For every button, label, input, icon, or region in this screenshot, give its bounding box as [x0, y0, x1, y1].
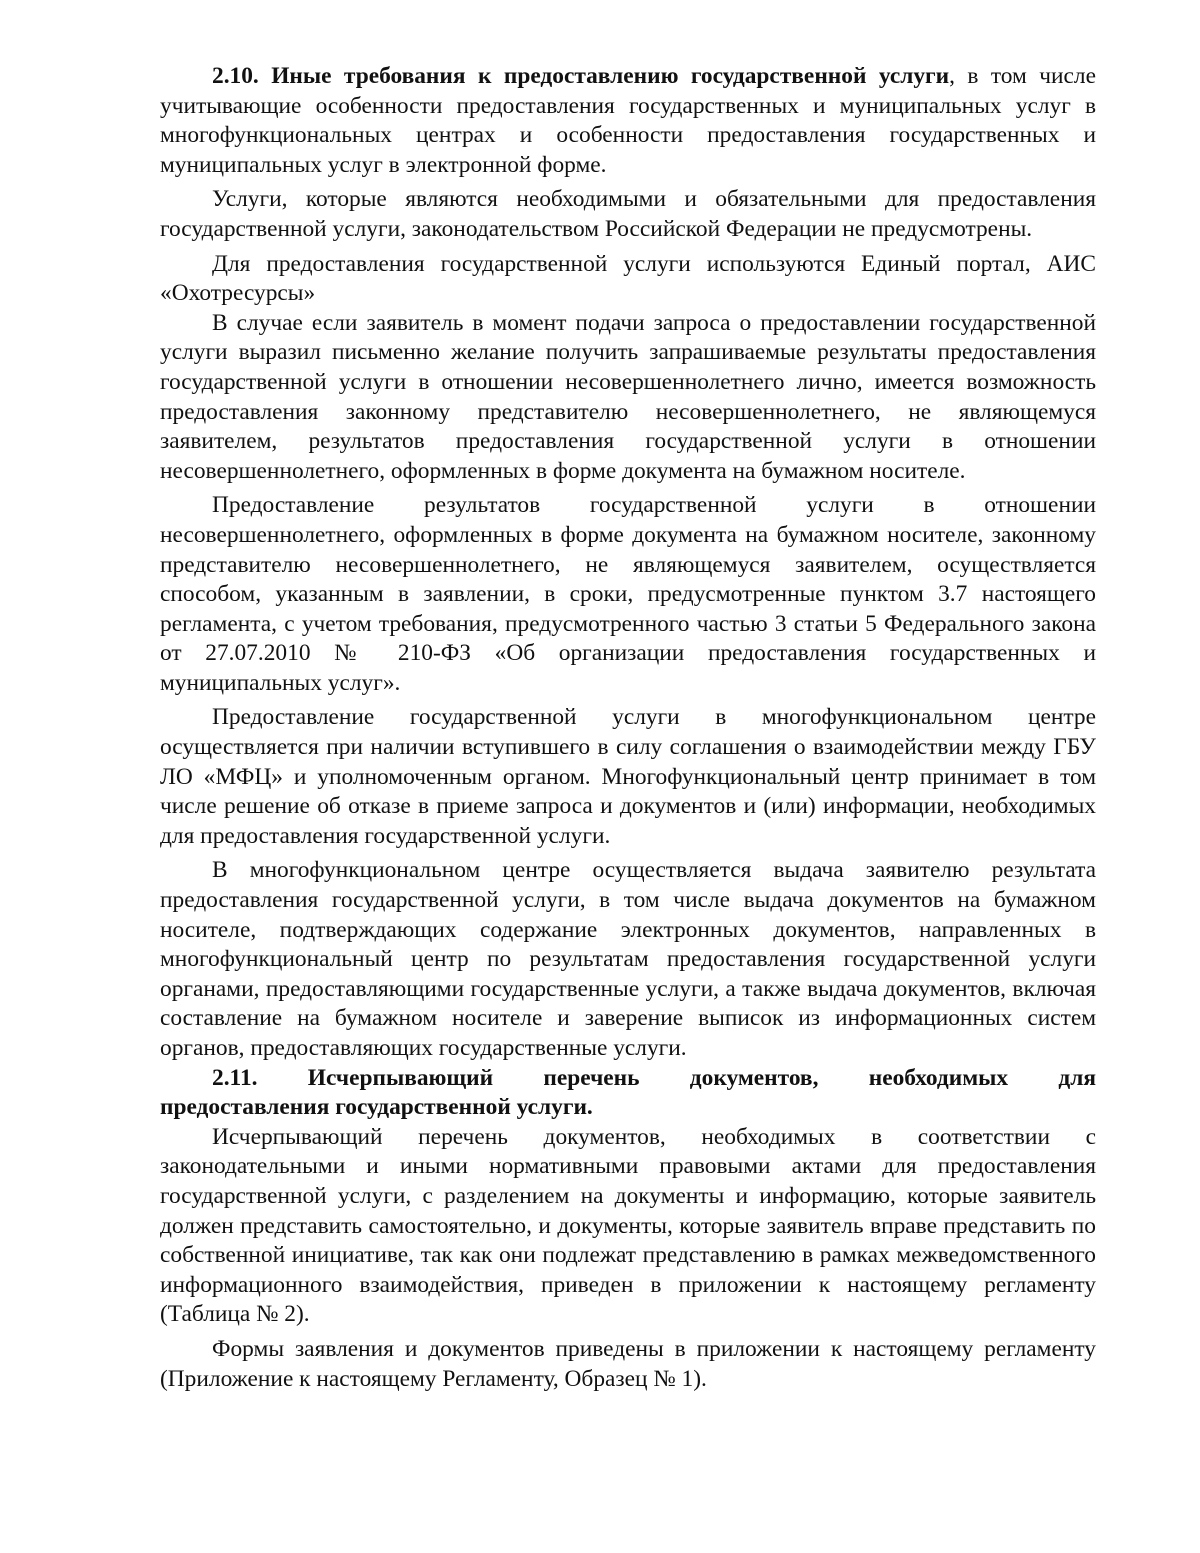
paragraph: В случае если заявитель в момент подачи запроса о предоставлении государственной услуги выразил письменно желание получить запрашиваемые результаты предоставления государственной услуги в отношении несовершеннолетнего лично, имеется возможность предоставления законному представителю несовершеннолетнего, не являющемуся заявителем, результатов предоставления государственной услуги в отношении несовершеннолетнего, оформленных в форме документа на бумажном носителе.: [160, 309, 1096, 484]
section-2-10-number: 2.10.: [212, 63, 259, 89]
paragraph: Исчерпывающий перечень документов, необходимых в соответствии с законодательными и иными нормативными правовыми актами для предоставления государственной услуги, с разделением на документы и информацию, которые заявитель должен представить самостоятельно, и документы, которые заявитель вправе представить по собственной инициативе, так как они подлежат представлению в рамках межведомственного информационного взаимодействия, приведен в приложении к настоящему регламенту (Таблица № 2).: [160, 1123, 1096, 1328]
paragraph: В многофункциональном центре осуществляется выдача заявителю результата предоставления государственной услуги, в том числе выдача документов на бумажном носителе, подтверждающих содержание электронных документов, направленных в многофункциональный центр по результатам предоставления государственной услуги органами, предоставляющими государственные услуги, а также выдача документов, включая составление на бумажном носителе и заверение выписок из информационных систем органов, предоставляющих государственные услуги.: [160, 857, 1096, 1061]
section-2-10-intro: [160, 62, 1096, 180]
section-2-11-heading-line1: 2.11. Исчерпывающий перечень документов, необходимых для: [212, 1064, 1096, 1091]
paragraph: Предоставление государственной услуги в многофункциональном центре осуществляется при наличии вступившего в силу соглашения о взаимодействии между ГБУ ЛО «МФЦ» и уполномоченным органом. Многофункциональный центр принимает в том числе решение об отказе в приеме запроса и документов и (или) информации, необходимых для предоставления государственной услуги.: [160, 704, 1096, 849]
paragraph: Формы заявления и документов приведены в приложении к настоящему регламенту (Приложение к настоящему Регламенту, Образец № 1).: [160, 1335, 1096, 1392]
section-2-10-title-tail: , в том числе учитывающие особенности предоставления государственных и муниципальных услуг в многофункциональных центрах и особенности предоставления государственных и муниципальных услуг в электронной форме.: [160, 63, 1096, 178]
paragraph: Услуги, которые являются необходимыми и обязательными для предоставления государственной услуги, законодательством Российской Федерации не предусмотрены.: [160, 186, 1096, 242]
paragraph: Предоставление результатов государственной услуги в отношении несовершеннолетнего, оформленных в форме документа на бумажном носителе, законному представителю несовершеннолетнего, не являющемуся заявителем, осуществляется способом, указанным в заявлении, в сроки, предусмотренные пунктом 3.7 настоящего регламента, с учетом требования, предусмотренного частью 3 статьи 5 Федерального закона от 27.07.2010 № 210-ФЗ «Об организации предоставления государственных и муниципальных услуг».: [160, 492, 1096, 696]
paragraph: Для предоставления государственной услуги используются Единый портал, АИС «Охотресурсы»: [160, 250, 1096, 307]
section-2-10-title: Иные требования к предоставлению государственной услуги: [271, 63, 950, 89]
section-2-11-heading-line2: предоставления государственной услуги.: [160, 1094, 593, 1121]
document-page: [160, 62, 1096, 1394]
